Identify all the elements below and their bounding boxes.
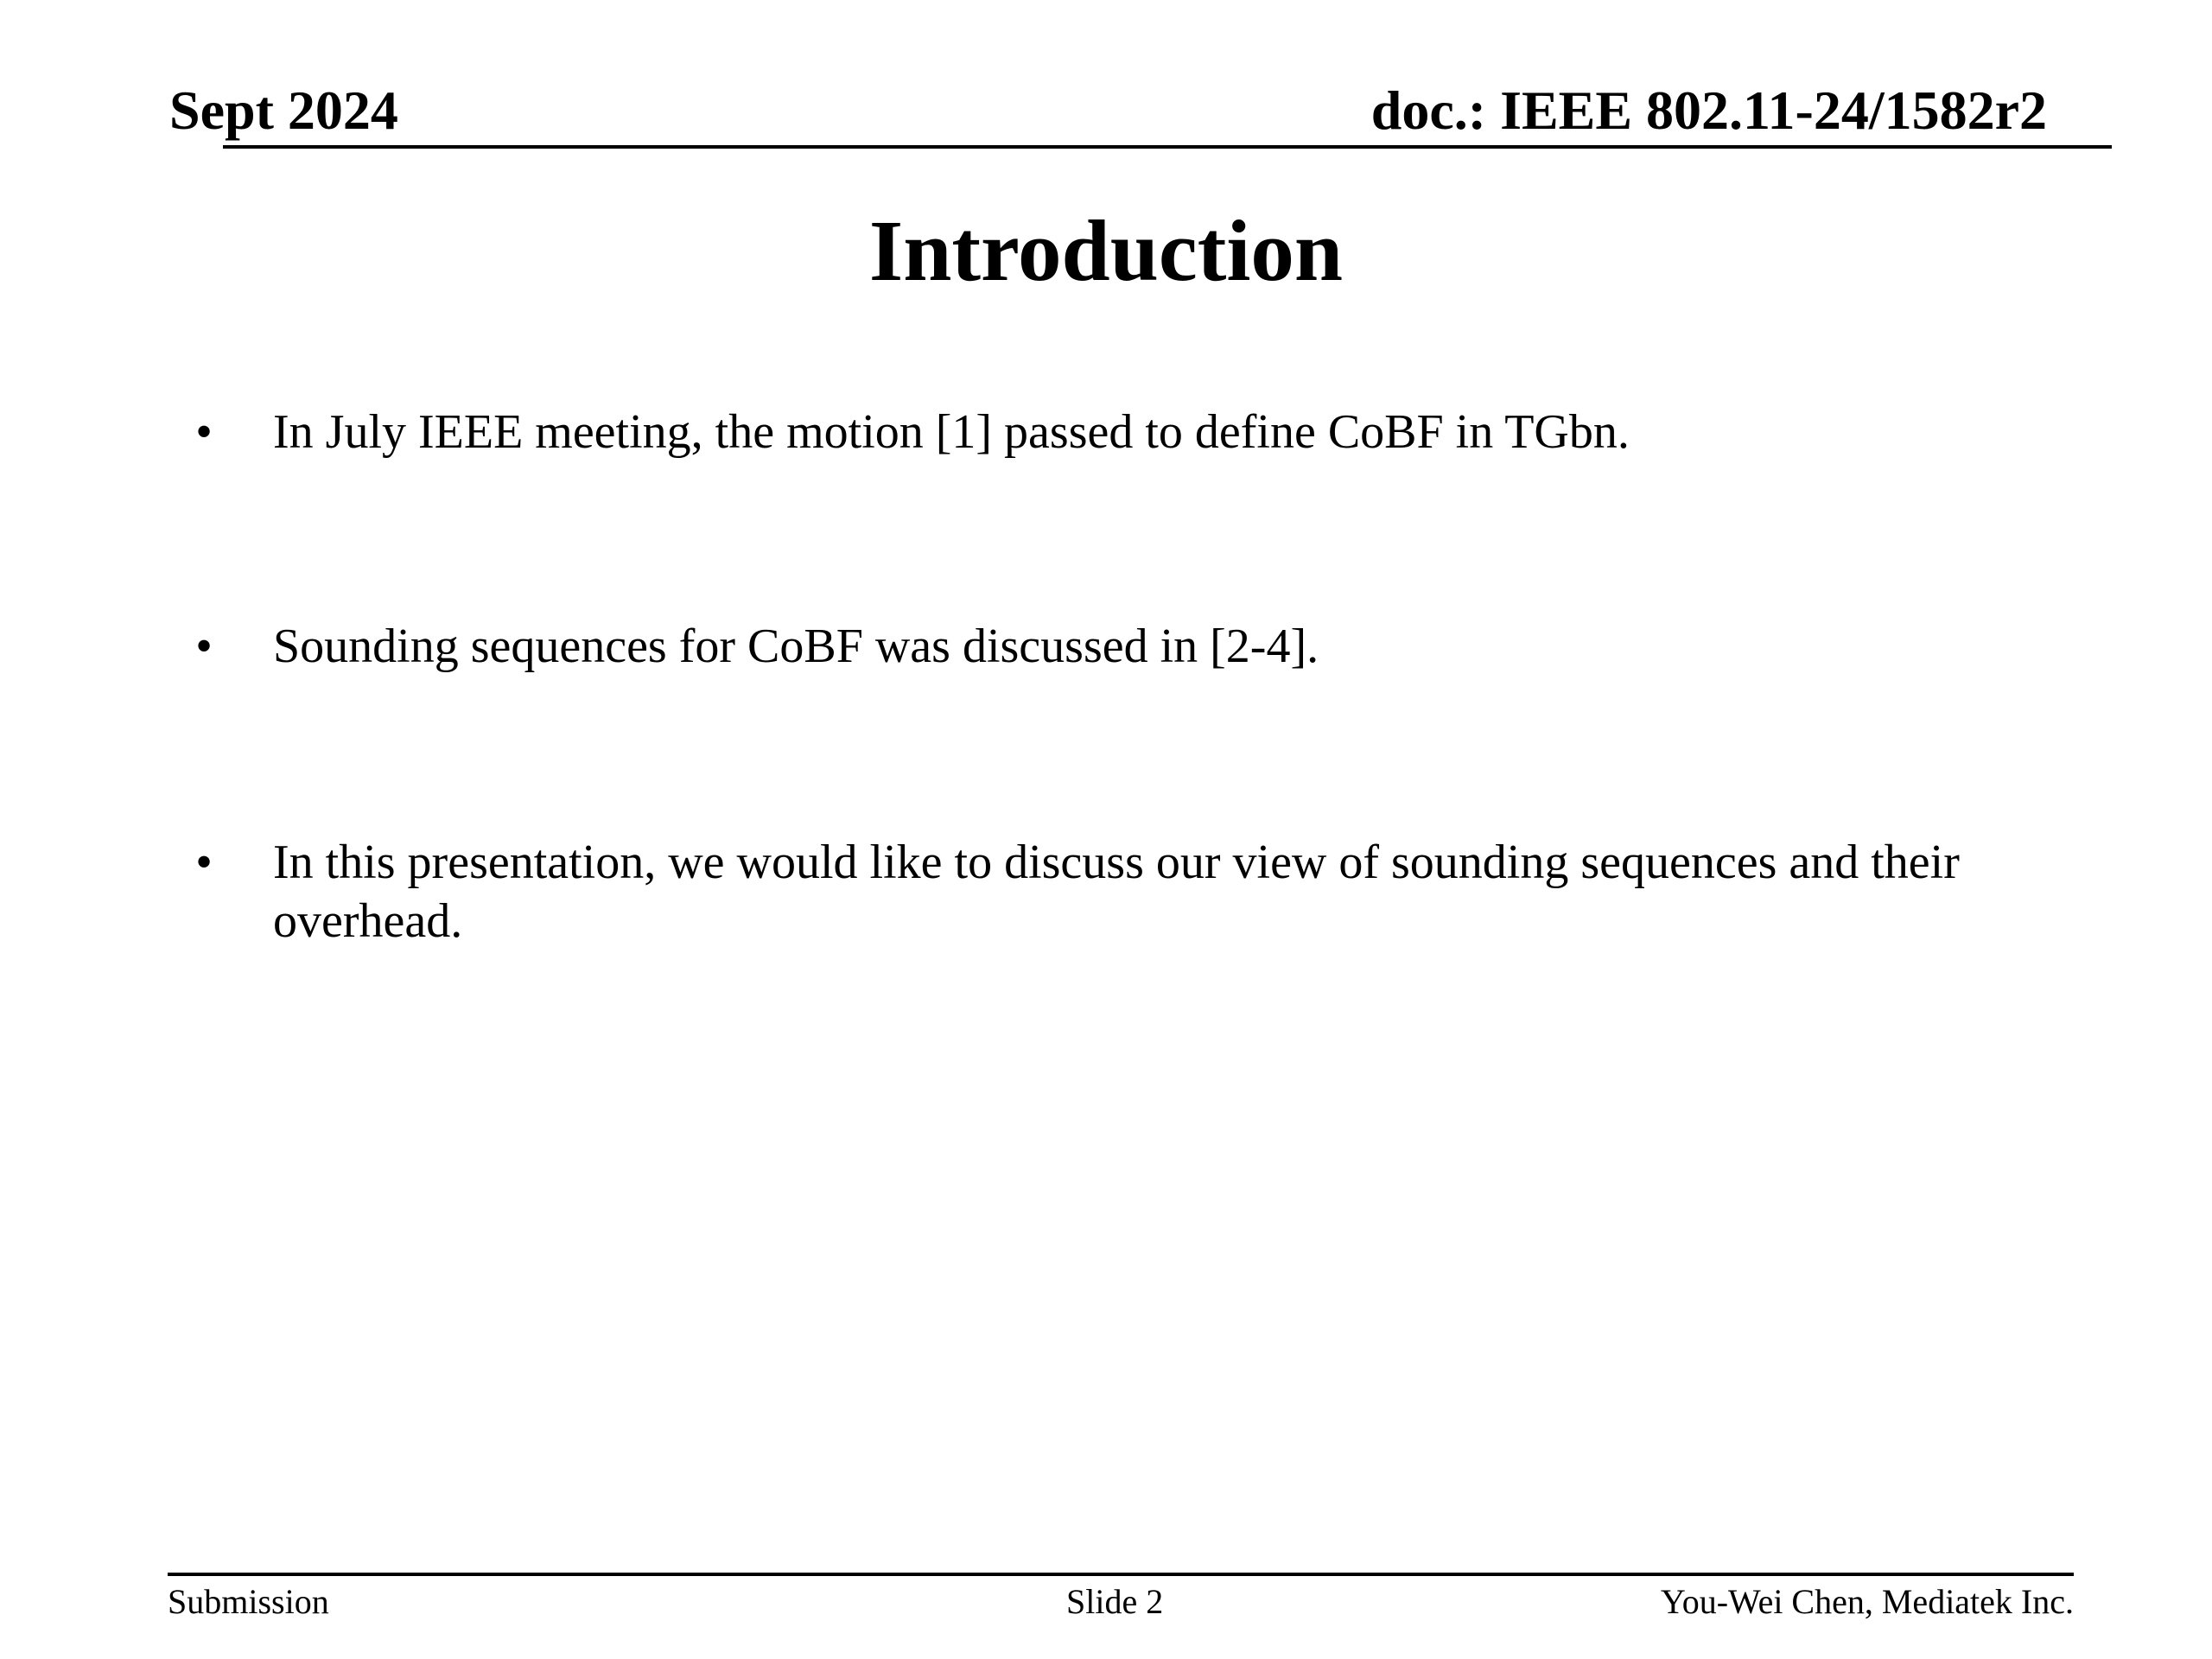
bullet-marker: •	[195, 836, 213, 889]
bullet-text: In July IEEE meeting, the motion [1] passed to define CoBF in TGbn.	[273, 405, 1630, 459]
bullet-text: In this presentation, we would like to discuss our view of sounding sequences and their overhead.	[273, 836, 1960, 948]
bullet-marker: •	[195, 620, 213, 673]
footer-author: You-Wei Chen, Mediatek Inc.	[1660, 1582, 2074, 1621]
slide-title: Introduction	[868, 202, 1344, 299]
header-doc-id: doc.: IEEE 802.11-24/1582r2	[1370, 79, 2047, 141]
footer-slide-number: Slide 2	[1066, 1582, 1164, 1621]
footer-divider	[168, 1573, 2074, 1576]
bullet-marker: •	[195, 405, 213, 459]
bullet-text: Sounding sequences for CoBF was discussed in [2-4].	[273, 620, 1319, 673]
footer-submission: Submission	[168, 1582, 329, 1621]
header-date: Sept 2024	[169, 79, 398, 141]
